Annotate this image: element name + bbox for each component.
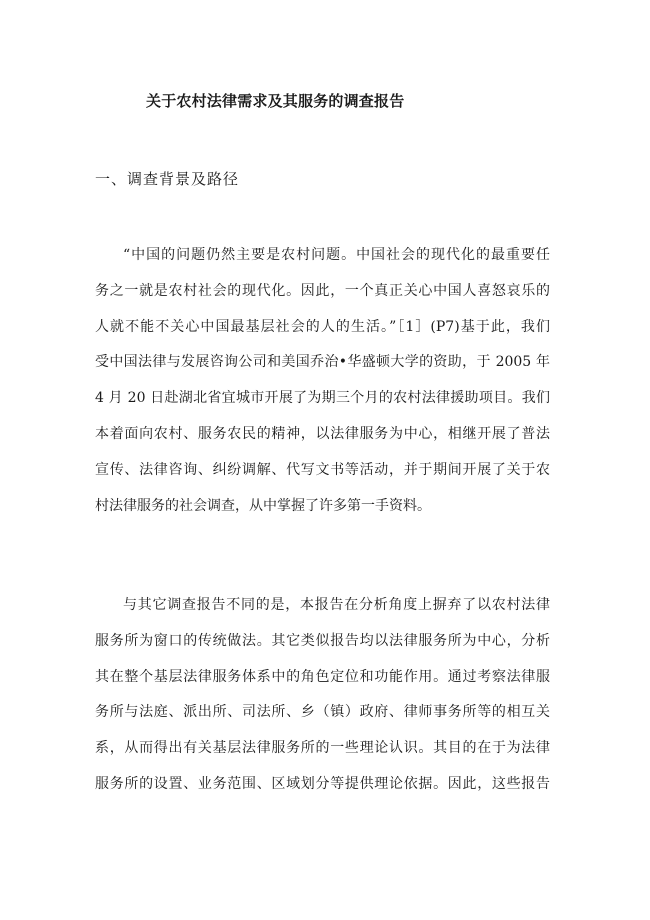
paragraph-line: 系，从而得出有关基层法律服务所的一些理论认识。其目的在于为法律 xyxy=(95,740,550,757)
paragraph-line: “中国的问题仍然主要是农村问题。中国社会的现代化的最重要任 xyxy=(123,247,550,263)
paragraph-line: 宣传、法律咨询、纠纷调解、代写文书等活动，并于期间开展了关于农 xyxy=(95,461,550,478)
paragraph-line: 其在整个基层法律服务体系中的角色定位和功能作用。通过考察法律服 xyxy=(95,668,550,685)
paragraph-line: 务之一就是农村社会的现代化。因此，一个真正关心中国人喜怒哀乐的 xyxy=(95,282,550,299)
section-heading: 一、调查背景及路径 xyxy=(95,170,240,188)
paragraph-line: 4 月 20 日赴湖北省宜城市开展了为期三个月的农村法律援助项目。我们 xyxy=(95,390,550,407)
paragraph-line: 服务所的设置、业务范围、区域划分等提供理论依据。因此，这些报告 xyxy=(95,775,550,792)
paragraph-line: 与其它调查报告不同的是，本报告在分析角度上摒弃了以农村法律 xyxy=(123,597,550,613)
paragraph xyxy=(95,588,550,803)
paragraph xyxy=(95,238,550,524)
document-title: 关于农村法律需求及其服务的调查报告 xyxy=(146,92,405,110)
paragraph-line: 受中国法律与发展咨询公司和美国乔治•华盛顿大学的资助，于 2005 年 xyxy=(95,354,550,371)
paragraph-line: 村法律服务的社会调查，从中掌握了许多第一手资料。 xyxy=(95,497,431,514)
paragraph-line: 务所与法庭、派出所、司法所、乡（镇）政府、律师事务所等的相互关 xyxy=(95,704,550,721)
paragraph-line: 服务所为窗口的传统做法。其它类似报告均以法律服务所为中心，分析 xyxy=(95,632,550,649)
paragraph-line: 本着面向农村、服务农民的精神，以法律服务为中心，相继开展了普法 xyxy=(95,425,550,442)
paragraph-line: 人就不能不关心中国最基层社会的人的生活。”［1］(P7)基于此，我们 xyxy=(95,318,550,335)
